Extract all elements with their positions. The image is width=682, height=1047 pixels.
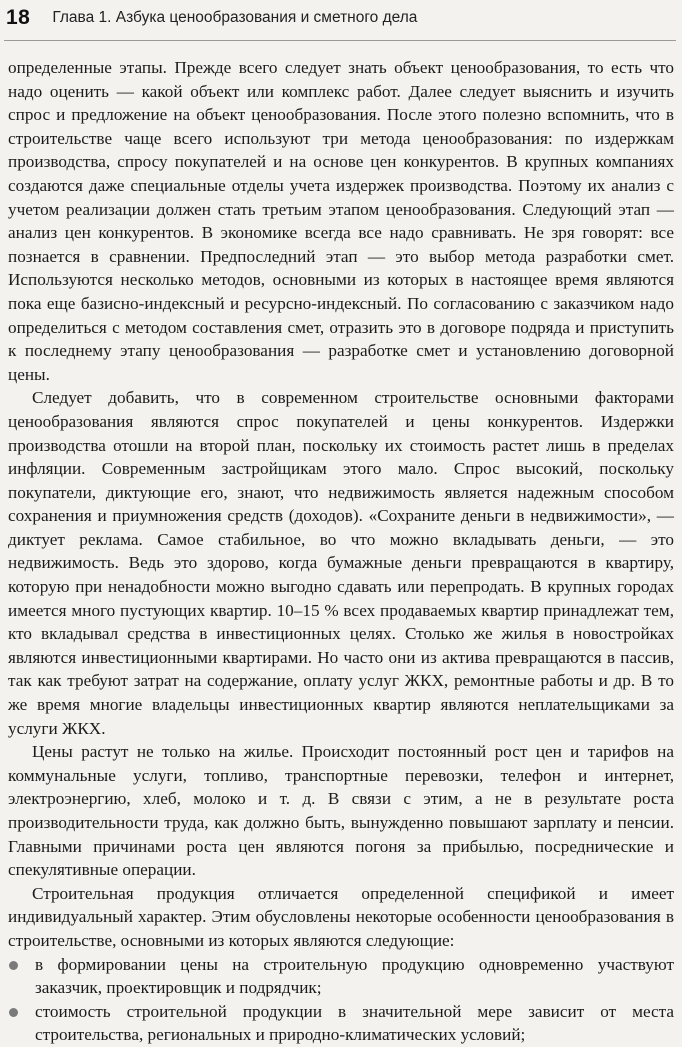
- paragraph-1: определенные этапы. Прежде всего следует знать объект ценообразования, то есть что надо оценить — какой объект или комплекс работ. Далее следует выяснить и изучить спрос и предложение на объект ценообразования. После этого полезно вспомнить, что в строительстве чаще всего используют три метода ценообразования: по издержкам производства, спросу покупателей и на основе цен конкурентов. В крупных компаниях создаются даже специальные отделы учета издержек производства. Поэтому их анализ с учетом реализации должен стать третьим этапом ценообразования. Следующий этап — анализ цен конкурентов. В экономике всегда все надо сравнивать. Не зря говорят: все познается в сравнении. Предпоследний этап — это выбор метода разработки смет. Используются несколько методов, основными из которых в настоящее время являются пока еще базисно-индексный и ресурсно-индексный. По согласованию с заказчиком надо определиться с методом составления смет, отразить это в договоре подряда и приступить к последнему этапу ценообразования — разработке смет и установлению договорной цены.: [8, 58, 674, 384]
- header-rule: [4, 40, 676, 41]
- chapter-title: Глава 1. Азбука ценообразования и сметного дела: [52, 9, 418, 26]
- bullet-dot-icon: [9, 961, 18, 970]
- body-text: [8, 56, 674, 1047]
- paragraph-3: Цены растут не только на жилье. Происходит постоянный рост цен и тарифов на коммунальные услуги, топливо, транспортные перевозки, телефон и интернет, электроэнергию, хлеб, молоко и т. д. В связи с этим, а не в результате роста производительности труда, как должно быть, вынужденно повышают зарплату и пенсии. Главными причинами роста цен являются погоня за прибылью, посреднические и спекулятивные операции.: [8, 742, 674, 880]
- bullet-text: стоимость строительной продукции в значительной мере зависит от места строительства, региональных и природно-климатических условий;: [35, 1001, 674, 1045]
- bullet-text: в формировании цены на строительную продукцию одновременно участвуют заказчик, проектировщик и подрядчик;: [35, 954, 674, 998]
- bullet-item: [8, 1000, 674, 1047]
- bullet-item: [8, 953, 674, 1000]
- paragraph-2: Следует добавить, что в современном строительстве основными факторами ценообразования являются спрос покупателей и цены конкурентов. Издержки производства отошли на второй план, поскольку их стоимость растет лишь в пределах инфляции. Современным застройщикам этого мало. Спрос высокий, поскольку покупатели, диктующие его, знают, что недвижимость является надежным способом сохранения и приумножения средств (доходов). «Сохраните деньги в недвижимости», — диктует реклама. Самое стабильное, во что можно вкладывать деньги, — это недвижимость. Ведь это здорово, когда бумажные деньги превращаются в квартиру, которую при ненадобности можно выгодно сдавать или перепродать. В крупных городах имеется много пустующих квартир. 10–15 % всех продаваемых квартир принадлежат тем, кто вкладывал средства в инвестиционных целях. Столько же жилья в новостройках являются инвестиционными квартирами. Но часто они из актива превращаются в пассив, так как требуют затрат на содержание, оплату услуг ЖКХ, ремонтные работы и др. В то же время многие владельцы инвестиционных квартир являются неплательщиками за услуги ЖКХ.: [8, 388, 674, 738]
- running-header: [6, 4, 676, 32]
- paragraph-4: Строительная продукция отличается определенной спецификой и имеет индивидуальный характер. Этим обусловлены некоторые особенности ценообразования в строительстве, основными из которых являются следующие:: [8, 883, 674, 950]
- page-number: 18: [6, 6, 31, 29]
- bullet-dot-icon: [9, 1008, 18, 1017]
